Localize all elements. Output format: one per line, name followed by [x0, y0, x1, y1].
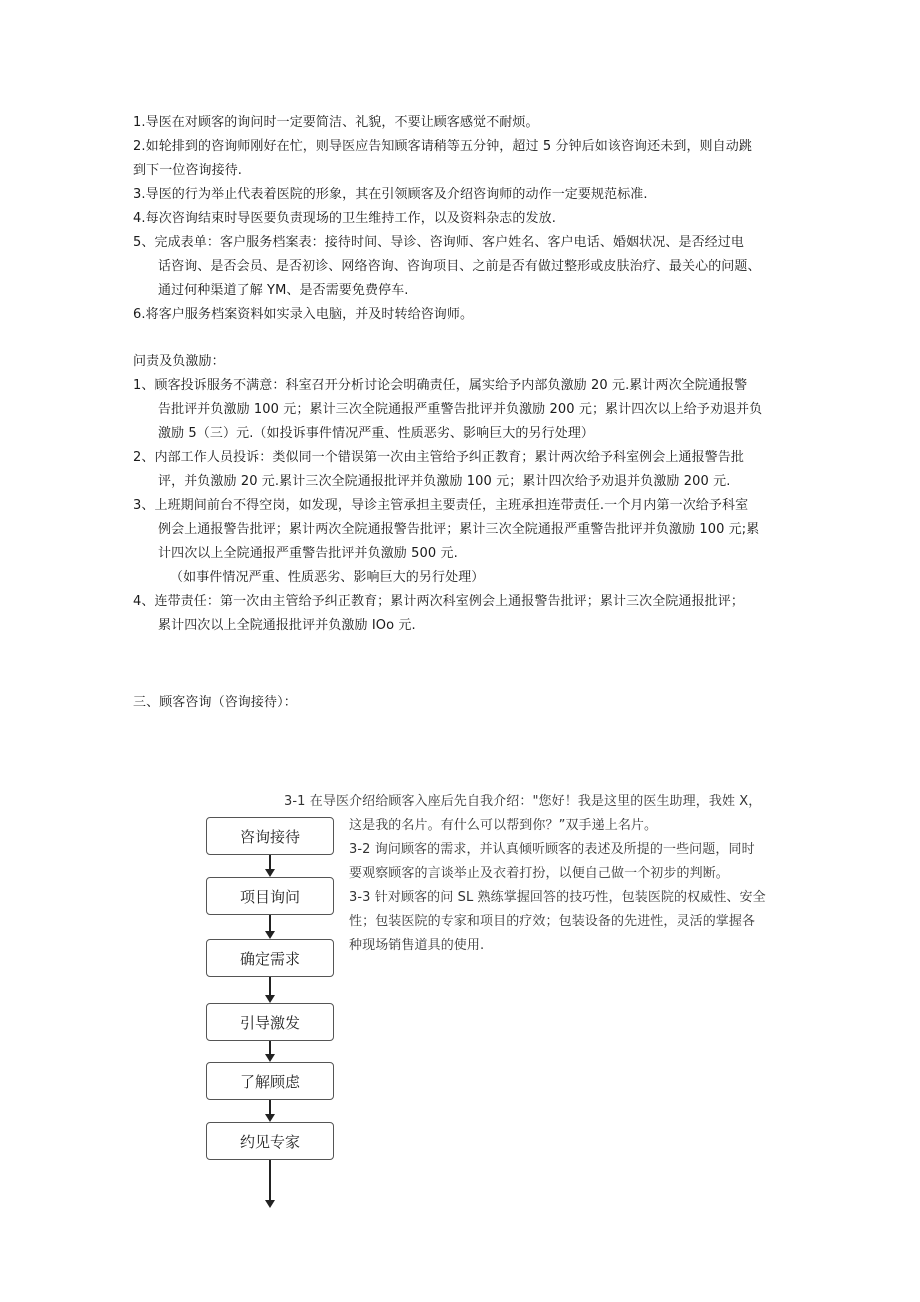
duty-line: 话咨询、是否会员、是否初诊、网络咨询、咨询项目、之前是否有做过整形或皮肤治疗、最关心的问题、: [158, 259, 761, 274]
accountability-line: 1、顾客投诉服务不满意：科室召开分析讨论会明确责任，属实给予内部负激励 20 元.累计两次全院通报警: [133, 378, 748, 393]
duty-line: 2.如轮排到的咨询师刚好在忙，则导医应告知顾客请稍等五分钟，超过 5 分钟后如该咨询还未到，则自动跳: [133, 139, 752, 154]
arrow-down-icon: [265, 1054, 275, 1062]
flow-step: 约见专家: [206, 1122, 334, 1160]
duty-line: 通过何种渠道了解 YM、是否需要免费停车.: [158, 283, 409, 298]
duty-line: 4.每次咨询结束时导医要负责现场的卫生维持工作，以及资料杂志的发放.: [133, 211, 556, 226]
accountability-line: 计四次以上全院通报严重警告批评并负激励 500 元.: [158, 546, 458, 561]
flow-connector: [269, 977, 271, 996]
consult-note-line: 这是我的名片。有什么可以帮到你？”双手递上名片。: [349, 818, 658, 833]
accountability-line: 3、上班期间前台不得空岗，如发现，导诊主管承担主要责任，主班承担连带责任.一个月内第一次给予科室: [133, 498, 749, 513]
arrow-down-icon: [265, 995, 275, 1003]
section3-heading: 三、顾客咨询（咨询接待）：: [133, 695, 297, 710]
duty-line: 6.将客户服务档案资料如实录入电脑，并及时转给咨询师。: [133, 307, 474, 322]
duty-line: 到下一位咨询接待.: [133, 163, 243, 178]
arrow-down-icon: [265, 1200, 275, 1208]
consult-note-line: 3-2 询问顾客的需求，并认真倾听顾客的表述及所提的一些问题，同时: [349, 842, 755, 857]
accountability-line: 2、内部工作人员投诉：类似同一个错误第一次由主管给予纠正教育；累计两次给予科室例会上通报警告批: [133, 450, 744, 465]
consult-note-line: 3-3 针对顾客的问 SL 熟练掌握回答的技巧性，包装医院的权威性、安全: [349, 890, 766, 905]
accountability-line: 激励 5（三）元.（如投诉事件情况严重、性质恶劣、影响巨大的另行处理）: [158, 426, 595, 441]
flow-step: 咨询接待: [206, 817, 334, 855]
accountability-line: （如事件情况严重、性质恶劣、影响巨大的另行处理）: [170, 570, 485, 585]
consult-note-line: 3-1 在导医介绍给顾客入座后先自我介绍："您好！我是这里的医生助理，我姓 X，: [284, 794, 762, 809]
duty-line: 5、完成表单：客户服务档案表：接待时间、导诊、咨询师、客户姓名、客户电话、婚姻状况、是否经过电: [133, 235, 744, 250]
accountability-line: 例会上通报警告批评；累计两次全院通报警告批评；累计三次全院通报严重警告批评并负激励 100 元;累: [158, 522, 760, 537]
accountability-heading: 问责及负激励：: [133, 354, 225, 369]
flow-step: 了解顾虑: [206, 1062, 334, 1100]
flow-step: 项目询问: [206, 877, 334, 915]
accountability-line: 评，并负激励 20 元.累计三次全院通报批评并负激励 100 元；累计四次给予劝退并负激励 200 元.: [158, 474, 731, 489]
arrow-down-icon: [265, 869, 275, 877]
accountability-line: 告批评并负激励 100 元；累计三次全院通报严重警告批评并负激励 200 元；累计四次以上给予劝退并负: [158, 402, 763, 417]
flow-step: 引导激发: [206, 1003, 334, 1041]
arrow-down-icon: [265, 1114, 275, 1122]
duty-line: 3.导医的行为举止代表着医院的形象，其在引领顾客及介绍咨询师的动作一定要规范标准.: [133, 187, 648, 202]
flow-connector: [269, 855, 271, 870]
duty-line: 1.导医在对顾客的询问时一定要简洁、礼貌，不要让顾客感觉不耐烦。: [133, 115, 539, 130]
consult-note-line: 种现场销售道具的使用.: [349, 938, 485, 953]
consult-note-line: 性；包装医院的专家和项目的疗效；包装设备的先进性，灵活的掌握各: [349, 914, 756, 929]
consult-note-line: 要观察顾客的言谈举止及衣着打扮，以便自己做一个初步的判断。: [349, 866, 729, 881]
flow-connector: [269, 915, 271, 932]
flow-connector: [269, 1100, 271, 1115]
flow-connector: [269, 1160, 271, 1201]
flow-step: 确定需求: [206, 939, 334, 977]
arrow-down-icon: [265, 931, 275, 939]
accountability-line: 4、连带责任：第一次由主管给予纠正教育；累计两次科室例会上通报警告批评；累计三次全院通报批评；: [133, 594, 744, 609]
flow-connector: [269, 1041, 271, 1055]
accountability-line: 累计四次以上全院通报批评并负激励 IOo 元.: [158, 618, 416, 633]
